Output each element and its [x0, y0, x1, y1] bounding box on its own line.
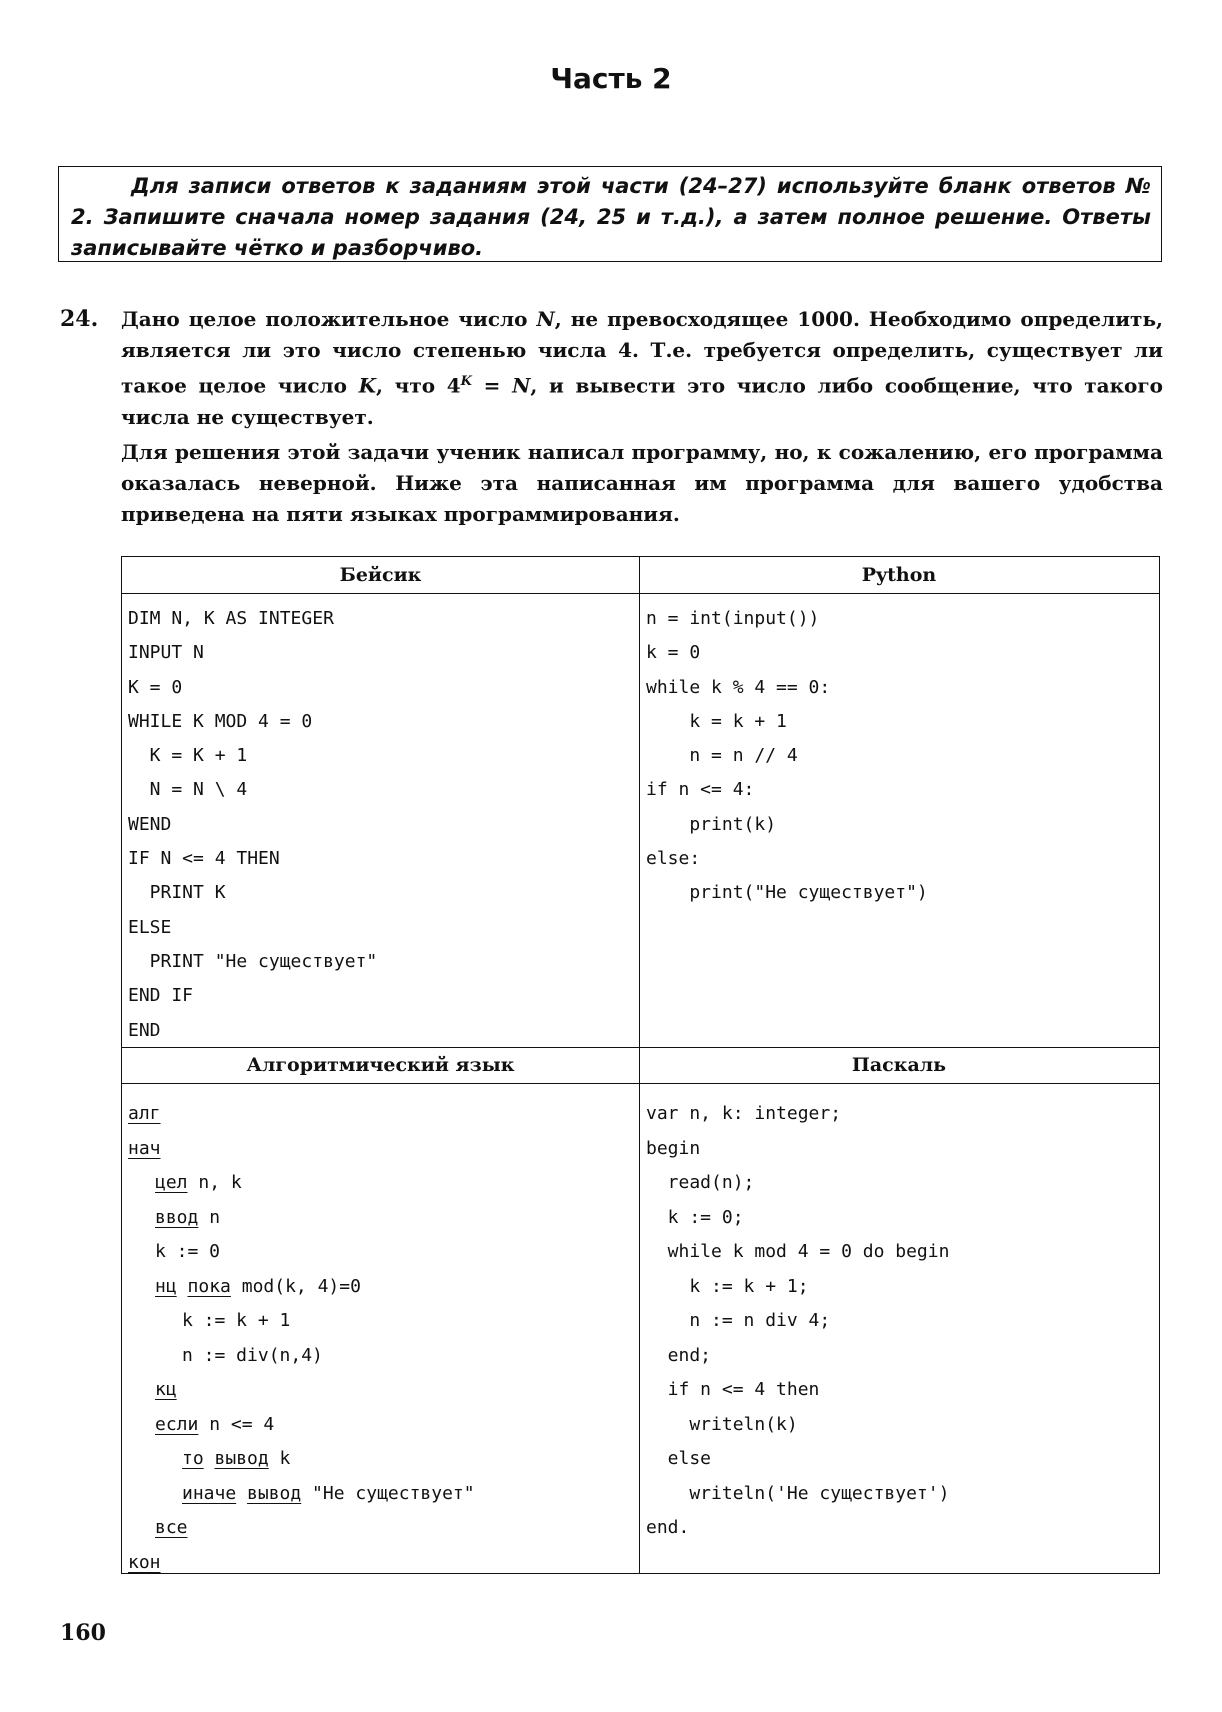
code-line: while k mod 4 = 0 do begin	[646, 1241, 950, 1262]
code-line	[128, 1304, 475, 1339]
code-algorithmic	[128, 1097, 475, 1580]
code-line: INPUT N	[128, 642, 204, 664]
code-line: k = k + 1	[646, 710, 787, 732]
code-line: while k % 4 == 0:	[646, 676, 831, 698]
code-line: k := k + 1;	[646, 1275, 809, 1297]
keyword: все	[155, 1517, 188, 1538]
code-python	[646, 602, 928, 911]
row-divider	[122, 593, 1159, 594]
keyword: пока	[187, 1275, 231, 1297]
code-line: print("Не существует")	[646, 882, 928, 904]
code-line: K = K + 1	[128, 745, 248, 767]
code-line: END	[128, 1019, 161, 1041]
keyword: нц	[155, 1275, 177, 1297]
code-text: "Не существует"	[301, 1482, 475, 1504]
page-number: 160	[60, 1620, 106, 1646]
exponent-k: K	[460, 374, 472, 389]
code-text: mod(k, 4)=0	[230, 1275, 361, 1297]
keyword: цел	[155, 1172, 188, 1193]
header-basic: Бейсик	[339, 564, 422, 586]
keyword: вывод	[214, 1448, 269, 1469]
code-line: k = 0	[646, 642, 701, 664]
code-line: N = N \ 4	[128, 779, 248, 801]
code-line	[128, 1511, 475, 1546]
code-line: n = int(input())	[646, 608, 820, 629]
keyword: если	[155, 1413, 199, 1435]
code-line: writeln(k)	[646, 1413, 798, 1435]
code-text: k	[268, 1448, 291, 1469]
code-line	[128, 1477, 475, 1512]
code-line	[128, 1270, 475, 1305]
code-line	[128, 1546, 475, 1581]
code-line: writeln('Не существует')	[646, 1482, 950, 1504]
code-line	[128, 1442, 475, 1477]
statement-text: , не превосходящее 1000. Необходимо определить, является ли это число степенью числа 4. Т.е. требуется определить, существует ли такое целое число	[121, 307, 1163, 398]
variable-n: N	[512, 373, 531, 398]
code-line	[128, 1132, 475, 1167]
code-line: WHILE K MOD 4 = 0	[128, 710, 313, 732]
statement-text: Дано целое положительное число	[121, 307, 537, 331]
instruction-box: Для записи ответов к заданиям этой части (24–27) используйте бланк ответов № 2. Запишите сначала номер задания (24, 25 и т.д.), а затем полное решение. Ответы записывайте чётко и разборчиво.	[58, 166, 1162, 262]
code-line: END IF	[128, 985, 194, 1007]
code-line: else	[646, 1448, 712, 1469]
header-python: Python	[861, 564, 937, 586]
variable-k: K	[358, 373, 377, 398]
code-text: n := div(n,4)	[182, 1344, 323, 1366]
code-line: PRINT "Не существует"	[128, 950, 378, 972]
statement-text: =	[471, 373, 513, 398]
keyword: нач	[128, 1137, 161, 1159]
code-line: n = n // 4	[646, 745, 798, 767]
keyword: ввод	[155, 1206, 199, 1228]
keyword: вывод	[247, 1482, 302, 1504]
task-description: Для решения этой задачи ученик написал программу, но, к сожалению, его программа оказалась неверной. Ниже эта написанная им программа для вашего удобства приведена на пяти языках программирования.	[121, 440, 1163, 526]
code-line: else:	[646, 848, 701, 870]
page-title: Часть 2	[550, 62, 672, 95]
code-line	[128, 1339, 475, 1374]
code-line	[128, 1408, 475, 1443]
code-text: n <= 4	[198, 1413, 275, 1435]
statement-text: , что 4	[376, 373, 461, 398]
keyword: то	[182, 1448, 204, 1469]
code-line: PRINT K	[128, 882, 226, 904]
keyword: кон	[128, 1551, 161, 1573]
code-line: end;	[646, 1344, 712, 1366]
code-line: print(k)	[646, 813, 777, 835]
code-line: if n <= 4:	[646, 779, 755, 801]
statement-text: , и вывести это число либо сообщение, что такого числа не существует.	[121, 373, 1163, 429]
code-line: k := 0;	[646, 1206, 744, 1228]
code-line: end.	[646, 1517, 690, 1538]
header-algorithmic: Алгоритмический язык	[246, 1054, 515, 1076]
code-text: k := 0	[155, 1241, 221, 1262]
code-text: n	[198, 1206, 221, 1228]
variable-n: N	[536, 307, 555, 331]
code-line: begin	[646, 1137, 701, 1159]
code-line	[128, 1373, 475, 1408]
code-text: k := k + 1	[182, 1310, 291, 1331]
code-basic	[128, 602, 377, 1048]
code-line: WEND	[128, 813, 172, 835]
code-line: DIM N, K AS INTEGER	[128, 608, 334, 629]
keyword: алг	[128, 1103, 161, 1124]
code-line: var n, k: integer;	[646, 1103, 842, 1124]
code-line: K = 0	[128, 676, 183, 698]
code-line: IF N <= 4 THEN	[128, 848, 280, 870]
keyword: иначе	[182, 1482, 237, 1504]
task-statement	[121, 304, 1163, 433]
code-line	[128, 1201, 475, 1236]
task-number: 24.	[60, 306, 99, 332]
header-pascal: Паскаль	[851, 1054, 947, 1076]
code-line	[128, 1235, 475, 1270]
row-divider	[122, 1083, 1159, 1084]
code-line	[128, 1097, 475, 1132]
code-line: if n <= 4 then	[646, 1379, 820, 1400]
code-line: read(n);	[646, 1172, 755, 1193]
programs-table	[121, 556, 1160, 1574]
code-text: n, k	[187, 1172, 242, 1193]
keyword: кц	[155, 1379, 177, 1400]
code-line: ELSE	[128, 916, 172, 938]
code-line	[128, 1166, 475, 1201]
code-pascal	[646, 1097, 949, 1546]
code-line: n := n div 4;	[646, 1310, 831, 1331]
